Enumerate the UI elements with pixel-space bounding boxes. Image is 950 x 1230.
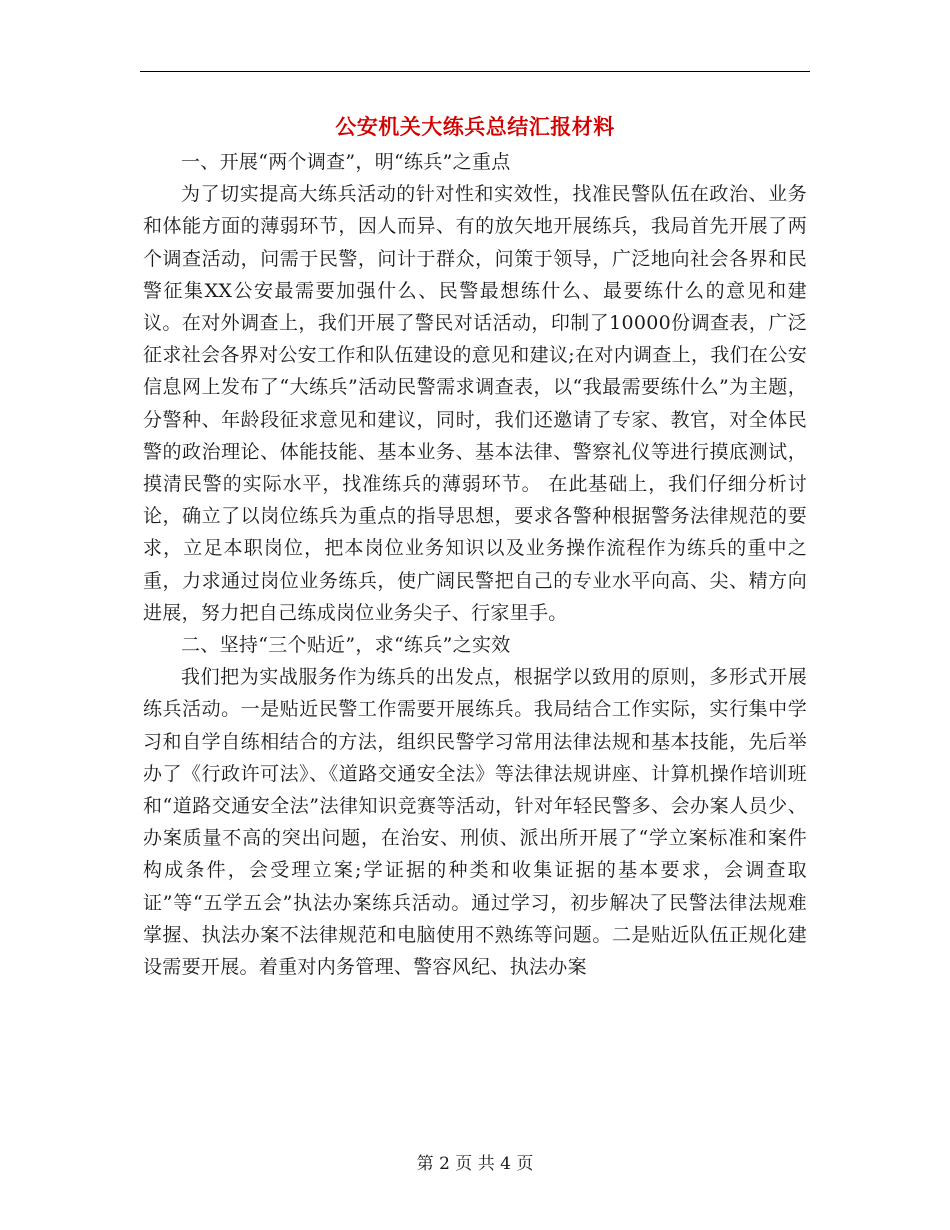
page-footer: 第 2 页 共 4 页 xyxy=(416,1154,534,1174)
document-body xyxy=(143,146,807,983)
header-rule xyxy=(140,71,810,72)
section-heading-2: 二、坚持“三个贴近”，求“练兵”之实效 xyxy=(181,634,511,657)
body-paragraph-1: 为了切实提高大练兵活动的针对性和实效性，找准民警队伍在政治、业务和体能方面的薄弱环节，因人而异、有的放矢地开展练兵，我局首先开展了两个调查活动，问需于民警，问计于群众，问策于领导，广泛地向社会各界和民警征集XX公安最需要加强什么、民警最想练什么、最要练什么的意见和建议。在对外调查上，我们开展了警民对话活动，印制了10000份调查表，广泛征求社会各界对公安工作和队伍建设的意见和建议;在对内调查上，我们在公安信息网上发布了“大练兵”活动民警需求调查表，以“我最需要练什么”为主题，分警种、年龄段征求意见和建议，同时，我们还邀请了专家、教官，对全体民警的政治理论、体能技能、基本业务、基本法律、警察礼仪等进行摸底测试，摸清民警的实际水平，找准练兵的薄弱环节。 在此基础上，我们仔细分析讨论，确立了以岗位练兵为重点的指导思想，要求各警种根据警务法律规范的要求，立足本职岗位，把本岗位业务知识以及业务操作流程作为练兵的重中之重，力求通过岗位业务练兵，使广阔民警把自己的专业水平向高、尖、精方向进展，努力把自己练成岗位业务尖子、行家里手。 xyxy=(143,183,807,624)
body-paragraph-2: 我们把为实战服务作为练兵的出发点，根据学以致用的原则，多形式开展练兵活动。一是贴近民警工作需要开展练兵。我局结合工作实际，实行集中学习和自学自练相结合的方法，组织民警学习常用法律法规和基本技能，先后举办了《行政许可法》、《道路交通安全法》等法律法规讲座、计算机操作培训班和“道路交通安全法”法律知识竞赛等活动，针对年轻民警多、会办案人员少、办案质量不高的突出问题，在治安、刑侦、派出所开展了“学立案标准和案件构成条件，会受理立案;学证据的种类和收集证据的基本要求，会调查取证”等“五学五会”执法办案练兵活动。通过学习，初步解决了民警法律法规难掌握、执法办案不法律规范和电脑使用不熟练等问题。二是贴近队伍正规化建设需要开展。着重对内务管理、警容风纪、执法办案 xyxy=(143,666,807,979)
section-heading-1: 一、开展“两个调查”，明“练兵”之重点 xyxy=(181,151,511,173)
document-title: 公安机关大练兵总结汇报材料 xyxy=(335,114,615,139)
